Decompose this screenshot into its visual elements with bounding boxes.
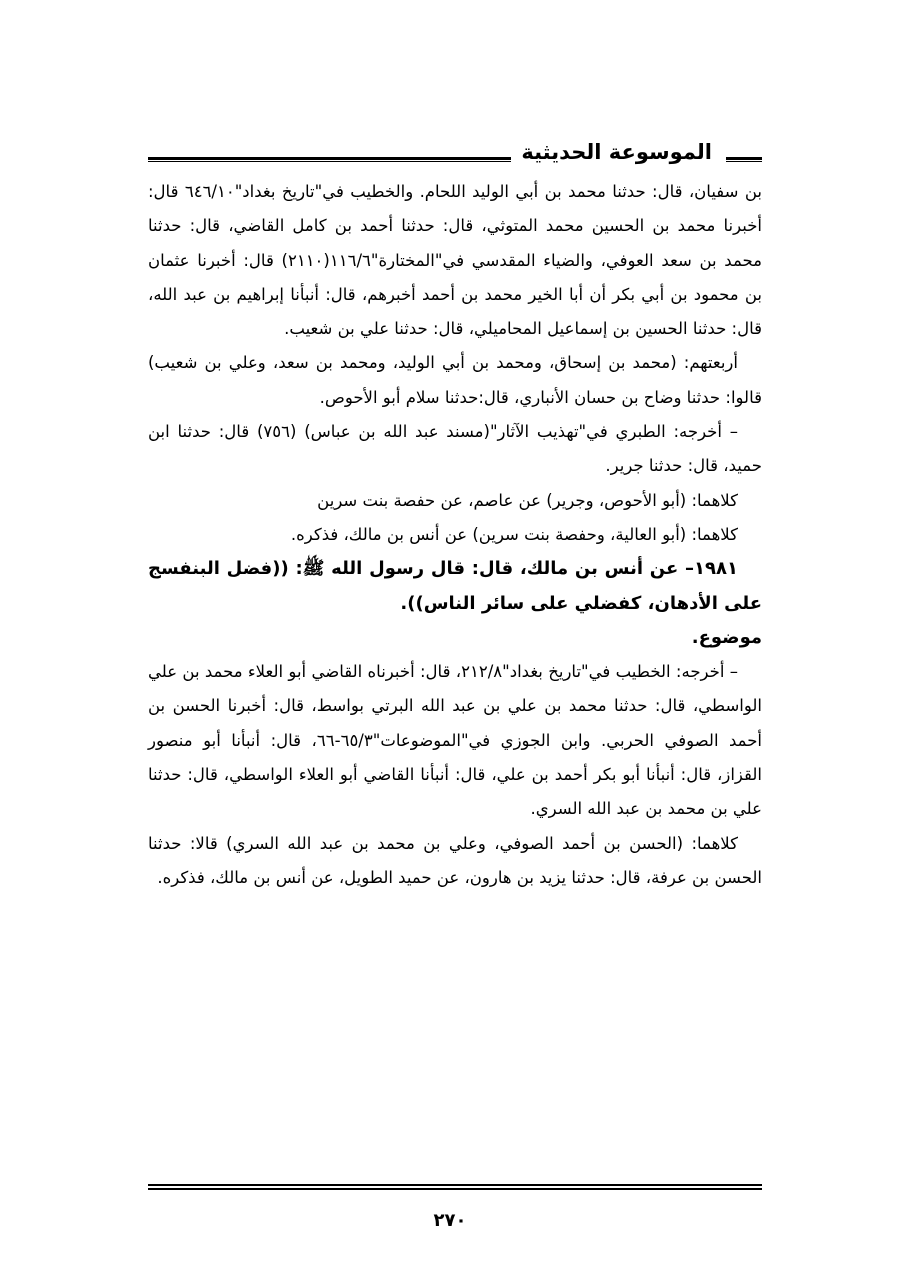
header-rule-left [148, 157, 566, 162]
paragraph-9: كلاهما: (الحسن بن أحمد الصوفي، وعلي بن محمد بن عبد الله السري) قالا: حدثنا الحسن بن عرفة، قال: حدثنا يزيد بن هارون، عن حميد الطويل، عن أنس بن مالك، فذكره. [148, 833, 762, 887]
paragraph-2: أربعتهم: (محمد بن إسحاق، ومحمد بن أبي الوليد، ومحمد بن سعد، وعلي بن شعيب) قالوا: حدثنا وضاح بن حسان الأنباري، قال:حدثنا سلام أبو الأحوص. [148, 353, 762, 407]
paragraph-8: – أخرجه: الخطيب في"تاريخ بغداد"٢١٢/٨، قال: أخبرناه القاضي أبو العلاء محمد بن علي الواسطي، قال: حدثنا محمد بن علي بن عبد الله البرتي بواسط، قال: أخبرنا الحسن بن أحمد الصوفي الحربي. وابن الجوزي في"الموضوعات"٦٥/٣-٦٦، قال: أنبأنا أبو منصور القزاز، قال: أنبأنا أبو بكر أحمد بن علي، قال: أنبأنا القاضي أبو العلاء الواسطي، قال: حدثنا علي بن محمد بن عبد الله السري. [148, 662, 763, 819]
hadith-grade: موضوع. [691, 626, 762, 648]
paragraph-4: كلاهما: (أبو الأحوص، وجرير) عن عاصم، عن حفصة بنت سرين [317, 490, 738, 510]
page-body [148, 175, 762, 895]
hadith-1981: ١٩٨١– عن أنس بن مالك، قال: قال رسول الله ﷺ: ((فضل البنفسج على الأدهان، كفضلي على سائر الناس)). [148, 558, 762, 614]
paragraph-3: – أخرجه: الطبري في"تهذيب الآثار"(مسند عبد الله بن عباس) (٧٥٦) قال: حدثنا ابن حميد، قال: حدثنا جرير. [148, 422, 762, 476]
running-header [148, 137, 762, 171]
paragraph-1: بن سفيان، قال: حدثنا محمد بن أبي الوليد اللحام. والخطيب في"تاريخ بغداد"٦٤٦/١٠ قال: أخبرنا محمد بن الحسين محمد المتوثي، قال: حدثنا أحمد بن كامل القاضي، قال: حدثنا محمد بن سعد العوفي، والضياء المقدسي في"المختارة"١١٦/٦(٢١١٠) قال: أخبرنا عثمان بن محمود بن أبي بكر أن أبا الخير محمد بن أحمد أخبرهم، قال: أنبأنا إبراهيم بن عبد الله، قال: حدثنا الحسين بن إسماعيل المحاميلي، قال: حدثنا علي بن شعيب. [148, 182, 762, 339]
header-rule-right [726, 157, 762, 162]
page-number: ٢٧٠ [433, 1210, 467, 1231]
header-title: الموسوعة الحديثية [511, 137, 722, 167]
footer-rule [148, 1184, 762, 1190]
paragraph-5: كلاهما: (أبو العالية، وحفصة بنت سرين) عن أنس بن مالك، فذكره. [290, 524, 738, 544]
